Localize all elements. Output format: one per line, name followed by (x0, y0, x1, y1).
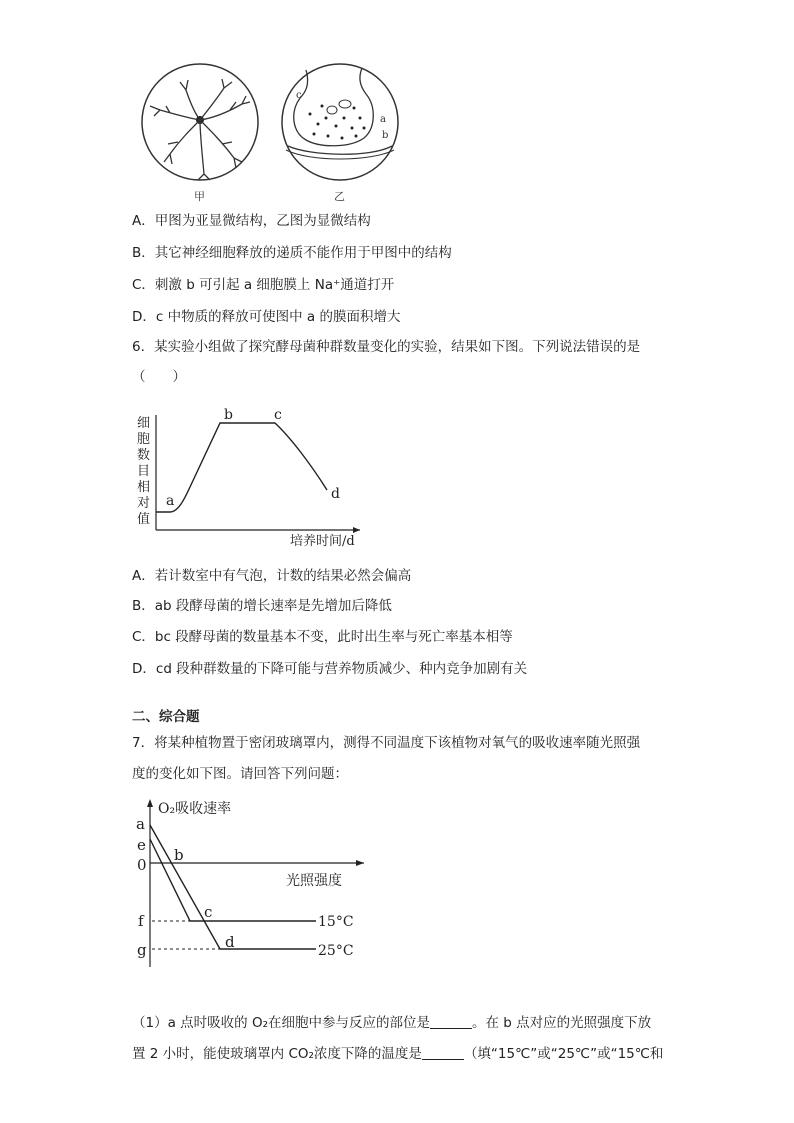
q7-sub1-line1 (132, 1014, 651, 1032)
chart1-y-label (137, 416, 150, 527)
chart2-x-arrow (356, 860, 364, 866)
q6-option-a: A．若计数室中有气泡，计数的结果必然会偏高 (132, 568, 412, 584)
yeast-population-chart (130, 405, 370, 550)
svg-text:目: 目 (137, 464, 151, 479)
chart2-series-label-25c: 25°C (318, 943, 354, 959)
svg-text:细: 细 (137, 416, 151, 431)
label-yi: 乙 (334, 190, 345, 203)
figure-jia (142, 64, 258, 203)
svg-text:值: 值 (137, 512, 151, 527)
q5-option-c: C．刺激 b 可引起 a 细胞膜上 Na⁺通道打开 (132, 277, 395, 293)
q6-stem-line1: 6．某实验小组做了探究酵母菌种群数量变化的实验，结果如下图。下列说法错误的是 (132, 339, 641, 355)
q6-option-d: D．cd 段种群数量的下降可能与营养物质减少、种内竞争加剧有关 (132, 661, 528, 677)
q7-stem-line2: 度的变化如下图。请回答下列问题： (132, 766, 348, 782)
section-title: 二、综合题 (132, 709, 200, 725)
chart1-point-b: b (224, 407, 233, 423)
neuron-synapse-figure (130, 62, 410, 207)
svg-text:对: 对 (137, 496, 151, 511)
q5-option-d: D．c 中物质的释放可使图中 a 的膜面积增大 (132, 309, 401, 325)
q7-sub1-part1: （1）a 点时吸收的 O₂在细胞中参与反应的部位是 (132, 1015, 430, 1031)
figure-yi (282, 64, 398, 203)
chart2-tick-0: 0 (137, 856, 147, 874)
chart2-y-label: O₂吸收速率 (158, 801, 232, 817)
svg-text:胞: 胞 (137, 432, 151, 447)
chart1-curve (156, 423, 327, 512)
q7-sub1-part4: （填“15℃”或“25℃”或“15℃和 (463, 1046, 664, 1062)
label-c: c (296, 90, 302, 101)
chart2-tick-a: a (136, 815, 145, 833)
chart2-y-arrow (147, 799, 153, 807)
label-a: a (380, 114, 386, 125)
chart2-point-b: b (174, 846, 184, 864)
svg-text:数: 数 (137, 448, 151, 463)
chart2-tick-g: g (137, 941, 147, 959)
chart1-point-c: c (274, 407, 282, 423)
svg-text:相: 相 (137, 480, 151, 495)
q6-option-b: B．ab 段酵母菌的增长速率是先增加后降低 (132, 598, 392, 614)
chart1-point-a: a (166, 493, 175, 509)
o2-absorption-chart (130, 795, 370, 975)
q7-sub1-part2: 。在 b 点对应的光照强度下放 (471, 1015, 652, 1031)
q6-option-c: C．bc 段酵母菌的数量基本不变，此时出生率与死亡率基本相等 (132, 629, 513, 645)
chart2-point-d: d (225, 933, 235, 951)
chart2-tick-f: f (138, 912, 144, 930)
q7-sub1-part3: 置 2 小时，能使玻璃罩内 CO₂浓度下降的温度是 (132, 1046, 422, 1062)
label-jia: 甲 (194, 190, 205, 203)
answer-blank-1[interactable] (430, 1016, 472, 1029)
answer-blank-2[interactable] (422, 1047, 464, 1060)
chart2-series-label-15c: 15°C (318, 914, 354, 930)
q6-stem-line2: （ ） (132, 369, 186, 385)
chart1-x-label: 培养时间/d (290, 534, 355, 549)
chart2-x-label: 光照强度 (286, 873, 342, 889)
chart1-x-arrow (353, 527, 360, 533)
chart2-point-c: c (204, 903, 213, 921)
label-b: b (382, 130, 389, 141)
chart2-tick-e: e (137, 836, 146, 854)
q5-option-a: A．甲图为亚显微结构，乙图为显微结构 (132, 213, 371, 229)
q7-stem-line1: 7．将某种植物置于密闭玻璃罩内，测得不同温度下该植物对氧气的吸收速率随光照强 (132, 735, 641, 751)
chart1-point-d: d (331, 486, 340, 502)
q7-sub1-line2 (132, 1045, 663, 1063)
q5-option-b: B．其它神经细胞释放的递质不能作用于甲图中的结构 (132, 245, 452, 261)
